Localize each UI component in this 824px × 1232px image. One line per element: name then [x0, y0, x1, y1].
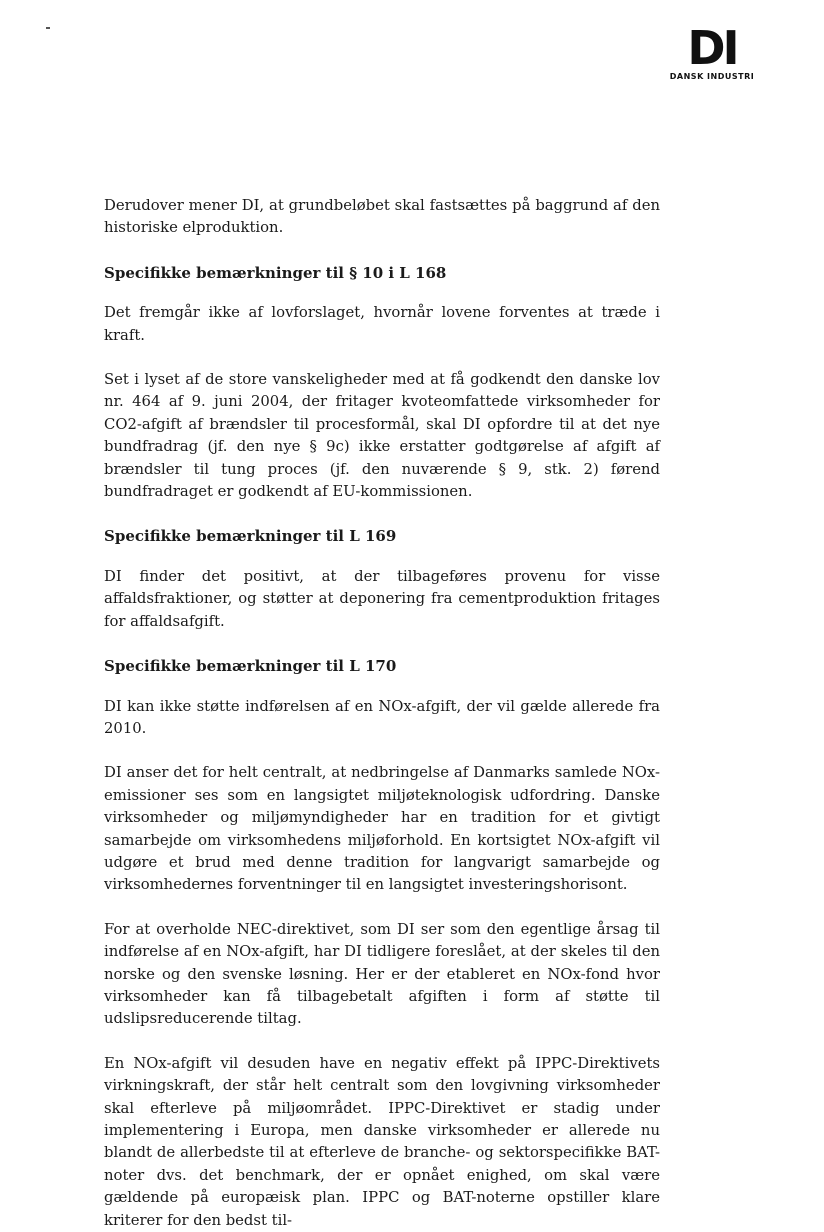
paragraph-bundfradrag: Set i lyset af de store vanskeligheder med at få godkendt den danske lov nr. 464 af 9. juni 2004, der fritager kvoteomfattede virksomheder for CO2-afgift af brændsler til procesformål, skal DI opfordre til at det nye bundfradrag (jf. den nye § 9c) ikke erstatter godtgørelse af afgift af brændsler til tung proces (jf. den nuværende § 9, stk. 2) førend bundfradraget er godkendt af EU-kommissionen. [104, 371, 660, 501]
scan-speck [46, 27, 50, 29]
paragraph-nox-emissioner: DI anser det for helt centralt, at nedbringelse af Danmarks samlede NOx-emissioner ses som en langsigtet miljøteknologisk udfordring. Danske virksomheder og miljømyndigheder har en tradition for et givtigt samarbejde om virksomhedens miljøforhold. En kortsigtet NOx-afgift vil udgøre et brud med denne tradition for langvarigt samarbejde og virksomhedernes forventninger til en langsigtet investeringshorisont. [104, 764, 660, 894]
document-body [104, 195, 660, 1232]
paragraph-nox-afgift: DI kan ikke støtte indførelsen af en NOx-afgift, der vil gælde allerede fra 2010. [104, 697, 660, 737]
paragraph-ippc-direktiv: En NOx-afgift vil desuden have en negativ effekt på IPPC-Direktivets virkningskraft, der står helt centralt som den lovgivning virksomheder skal efterleve på miljøområdet. IPPC-Direktivet er stadig under implementering i Europa, men danske virksomheder er allerede nu blandt de allerbedste til at efterleve de branche- og sektorspecifikke BAT-noter dvs. det benchmark, der er opnået enighed, om skal være gældende på europæisk plan. IPPC og BAT-noterne opstiller klare kriterer for den bedst til- [104, 1054, 660, 1229]
heading-l169: Specifikke bemærkninger til L 169 [104, 527, 397, 546]
paragraph-nec-direktiv: For at overholde NEC-direktivet, som DI ser som den egentlige årsag til indførelse af en NOx-afgift, har DI tidligere foreslået, at der skeles til den norske og den svenske løsning. Her er der etableret en NOx-fond hvor virksomheder kan få tilbagebetalt afgiften i form af støtte til udslipsreducerende tiltag. [104, 920, 660, 1028]
heading-l170: Specifikke bemærkninger til L 170 [104, 657, 397, 676]
logo-mark: DI [687, 21, 737, 75]
company-logo [656, 21, 768, 81]
logo-text: DANSK INDUSTRI [669, 72, 755, 81]
heading-l168: Specifikke bemærkninger til § 10 i L 168 [104, 263, 447, 282]
paragraph-ikrafttraeden: Det fremgår ikke af lovforslaget, hvornår lovene forventes at træde i kraft. [104, 304, 660, 344]
paragraph-affaldsafgift: DI finder det positivt, at der tilbageføres provenu for visse affaldsfraktioner, og støtter at deponering fra cementproduktion fritages for affaldsafgift. [104, 567, 660, 630]
paragraph-grundbelob: Derudover mener DI, at grundbeløbet skal fastsættes på baggrund af den historiske elproduktion. [104, 197, 660, 237]
